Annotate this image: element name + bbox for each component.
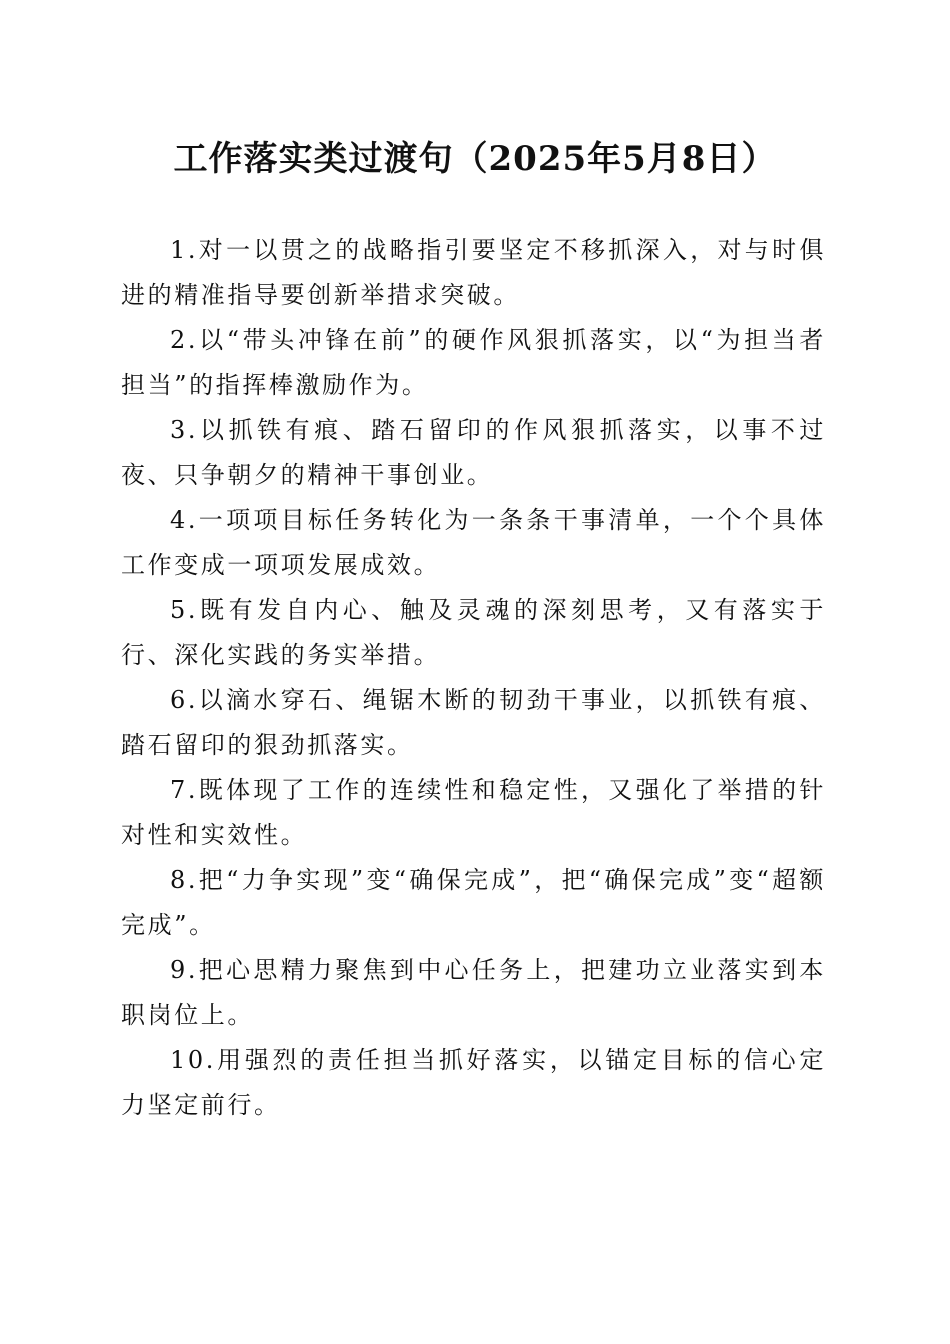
paragraph-9: 9.把心思精力聚焦到中心任务上，把建功立业落实到本职岗位上。 <box>121 956 826 1029</box>
paragraph-5: 5.既有发自内心、触及灵魂的深刻思考，又有落实于行、深化实践的务实举措。 <box>121 596 826 669</box>
paragraph-4: 4.一项项目标任务转化为一条条干事清单，一个个具体工作变成一项项发展成效。 <box>121 506 826 579</box>
document-body <box>121 228 826 1128</box>
paragraph-1: 1.对一以贯之的战略指引要坚定不移抓深入，对与时俱进的精准指导要创新举措求突破。 <box>121 236 826 309</box>
paragraph-6: 6.以滴水穿石、绳锯木断的韧劲干事业，以抓铁有痕、踏石留印的狠劲抓落实。 <box>121 686 826 759</box>
paragraph-3: 3.以抓铁有痕、踏石留印的作风狠抓落实，以事不过夜、只争朝夕的精神干事创业。 <box>121 416 826 489</box>
paragraph-10: 10.用强烈的责任担当抓好落实，以锚定目标的信心定力坚定前行。 <box>121 1046 826 1119</box>
document-title: 工作落实类过渡句（2025年5月8日） <box>173 139 777 179</box>
paragraph-8: 8.把“力争实现”变“确保完成”，把“确保完成”变“超额完成”。 <box>121 866 826 939</box>
paragraph-2: 2.以“带头冲锋在前”的硬作风狠抓落实，以“为担当者担当”的指挥棒激励作为。 <box>121 326 826 399</box>
paragraph-7: 7.既体现了工作的连续性和稳定性，又强化了举措的针对性和实效性。 <box>121 776 826 849</box>
